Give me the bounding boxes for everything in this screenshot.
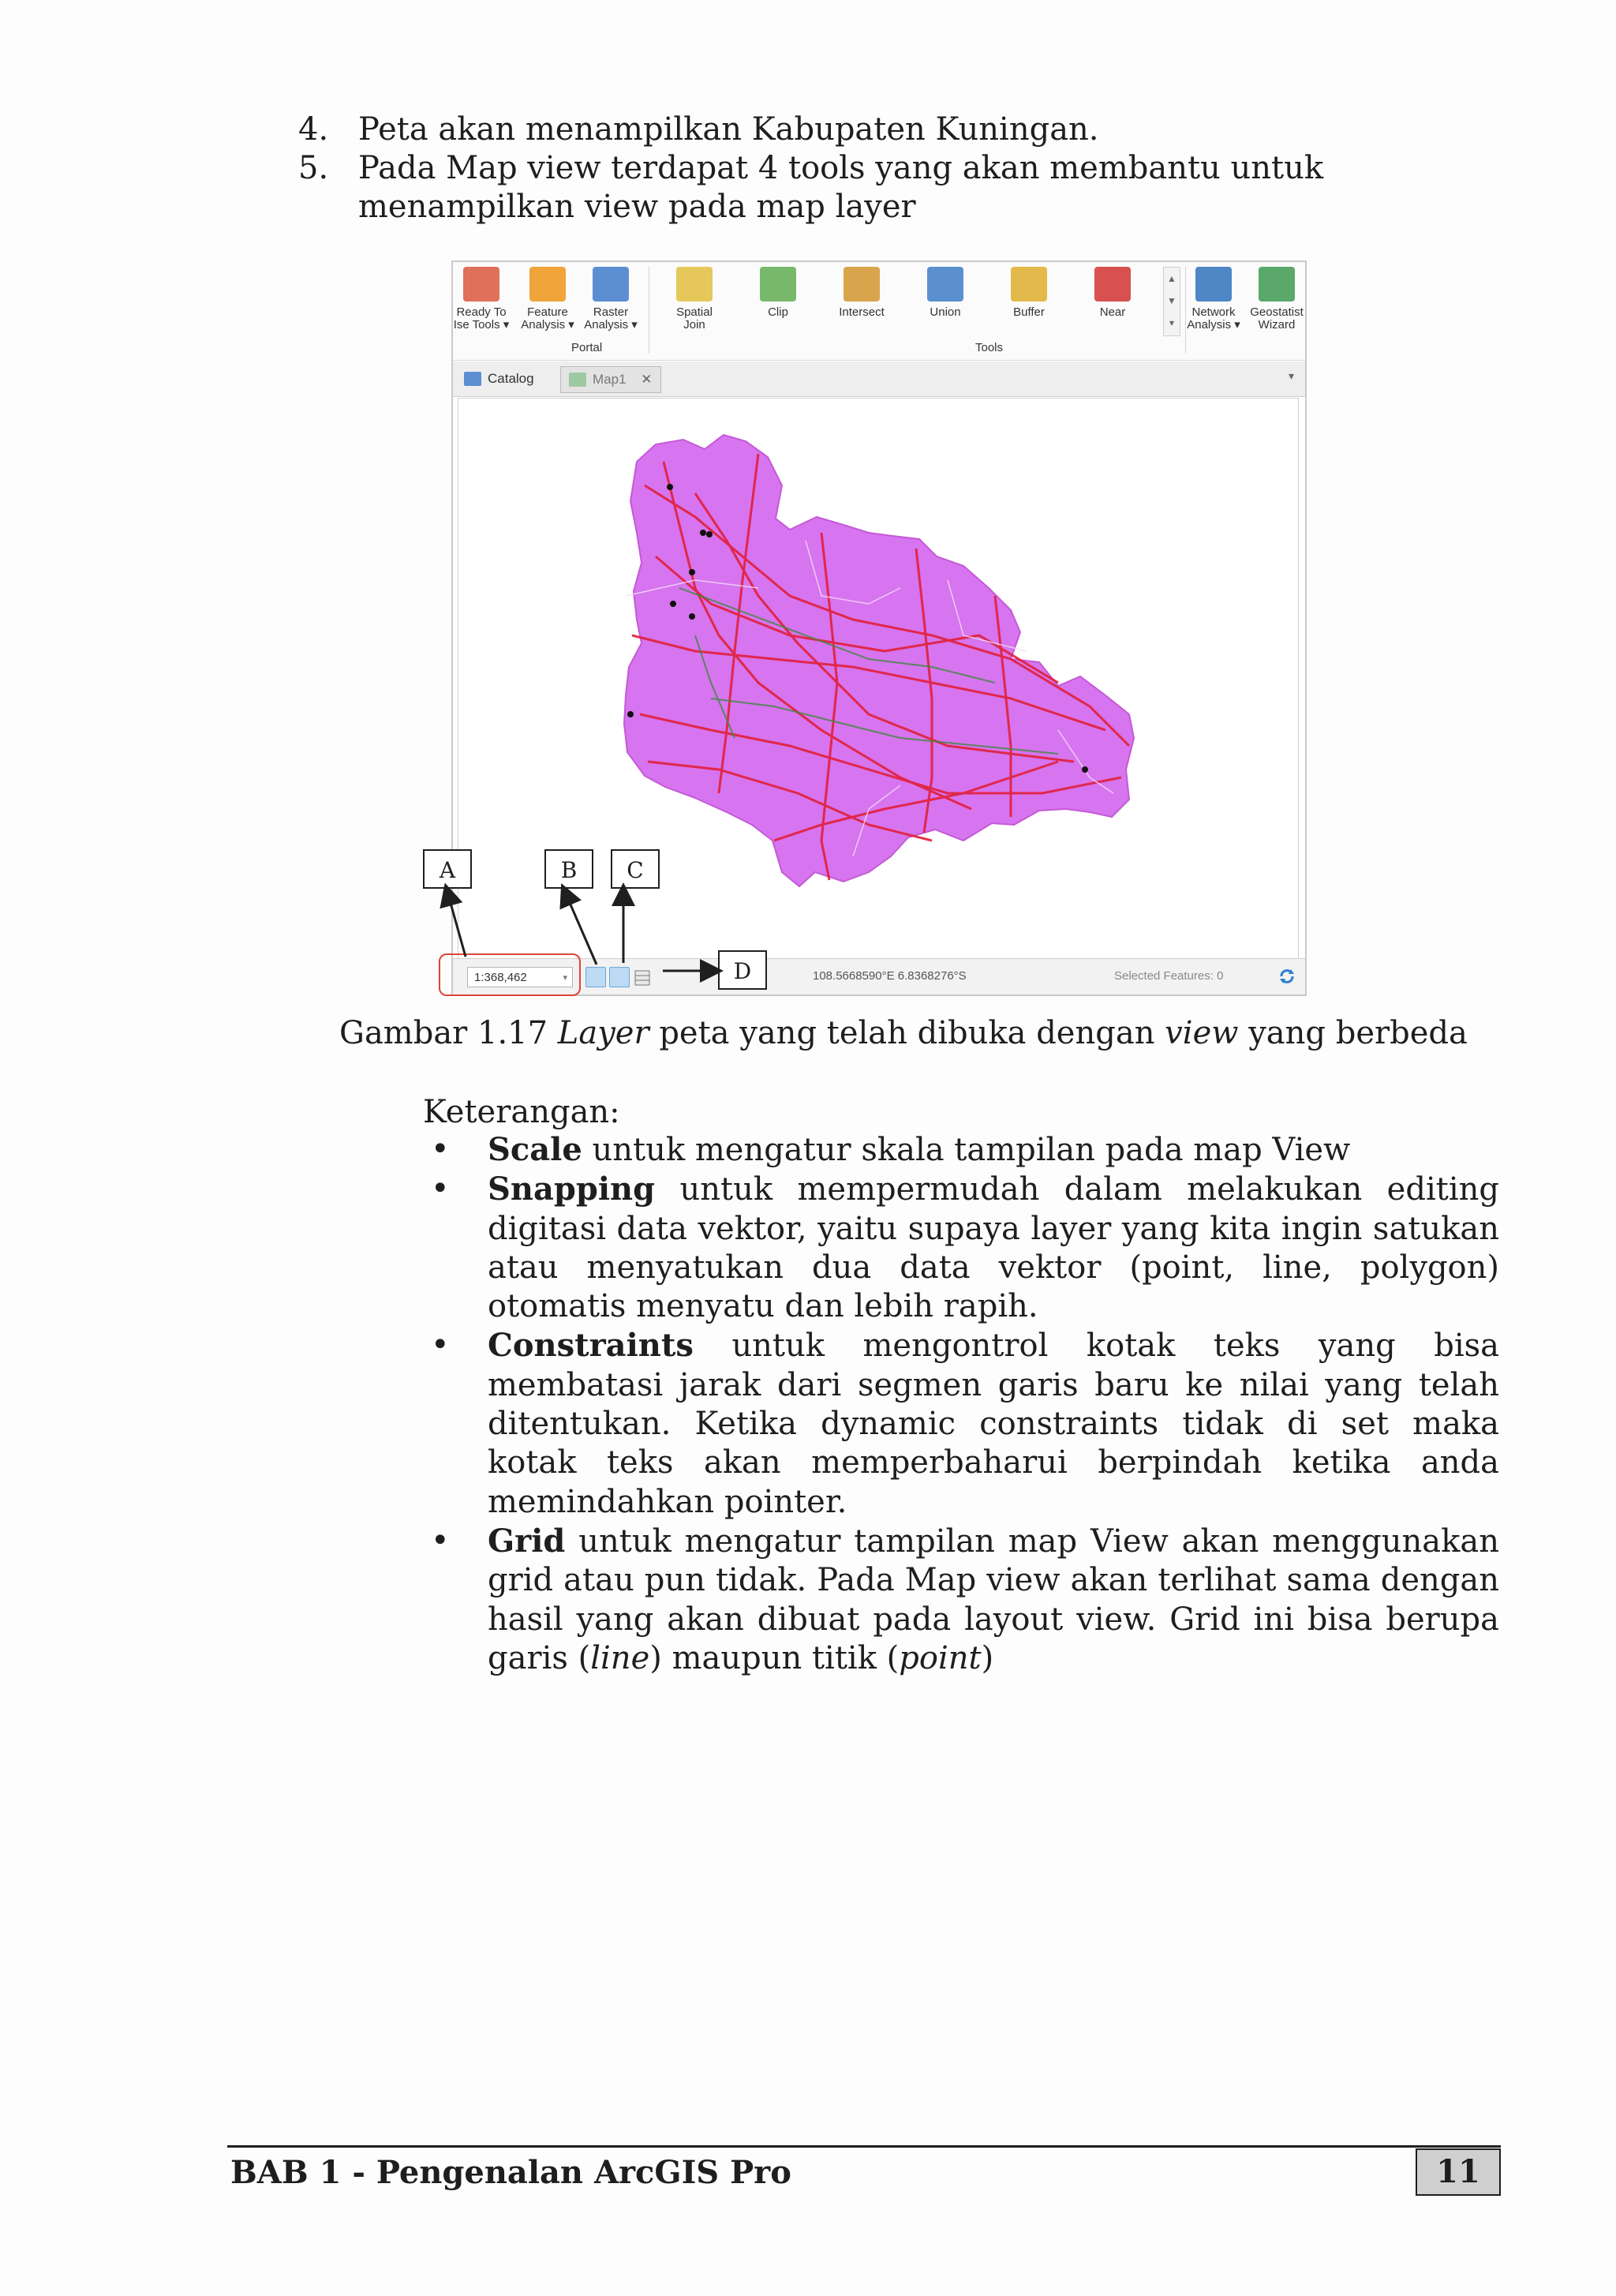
geostatistical-wizard-icon (1259, 267, 1295, 302)
scale-value: 1:368,462 (474, 971, 527, 984)
bullet-term: Snapping (488, 1170, 656, 1208)
caption-prefix: Gambar 1.17 (339, 1015, 558, 1051)
spatial-join-button[interactable] (663, 267, 726, 331)
bullet-dot: • (431, 1522, 450, 1559)
chevron-down-icon: ▾ (563, 973, 567, 983)
tool-label: Intersect (839, 305, 885, 319)
tool-label: Union (930, 305, 961, 319)
tool-label: Clip (768, 305, 788, 319)
caption-mid: peta yang telah dibuka dengan (649, 1015, 1165, 1051)
numbered-list (298, 110, 1499, 227)
selected-features[interactable]: Selected Features: 0 (1114, 969, 1224, 983)
tool-label: Raster Analysis ▾ (584, 305, 638, 331)
bullet-text: untuk mengontrol kotak teks yang bisa membatasi jarak dari segmen garis baru ke nilai yang telah ditentukan. Ketika dynamic constraints tidak di set maka kotak teks akan memperbaharui berpindah ketika anda memindahkan pointer. (488, 1328, 1499, 1520)
ribbon-gallery-scroll[interactable]: ▲ ▼ ▾ (1163, 267, 1180, 336)
bullet-text: untuk mengatur tampilan map View akan menggunakan grid atau pun tidak. Pada Map view akan terlihat sama dengan hasil yang akan dibuat pada layout view. Grid ini bisa berupa garis ( (488, 1523, 1499, 1676)
bullet-term: Grid (488, 1522, 566, 1560)
intersect-button[interactable] (830, 267, 893, 319)
chevron-down-icon[interactable]: ▾ (1288, 369, 1294, 382)
scale-highlight (439, 953, 581, 996)
bullet-item (423, 1326, 1499, 1521)
network-analysis-icon (1195, 267, 1232, 302)
buffer-icon (1011, 267, 1047, 302)
caption-suffix: yang berbeda (1238, 1015, 1468, 1051)
union-icon (927, 267, 963, 302)
callout-c: C (611, 849, 660, 889)
feature-analysis-icon (529, 267, 566, 302)
catalog-icon (464, 372, 481, 386)
bullet-item (423, 1130, 1499, 1170)
group-label-portal: Portal (571, 341, 603, 354)
bullet-dot: • (431, 1170, 450, 1208)
list-item (298, 110, 1499, 149)
union-button[interactable] (914, 267, 977, 319)
bullet-text: ) maupun titik ( (649, 1639, 900, 1676)
bullet-dot: • (431, 1131, 450, 1167)
list-number: 5. (298, 150, 329, 186)
bullet-term: Scale (488, 1131, 582, 1168)
feature-analysis-button[interactable] (516, 267, 579, 331)
constraints-button[interactable] (609, 967, 630, 987)
bullet-dot: • (431, 1327, 450, 1364)
buffer-button[interactable] (997, 267, 1060, 319)
tool-label: Network Analysis ▾ (1187, 305, 1240, 331)
grid-icon[interactable] (634, 970, 650, 986)
footer-chapter: BAB 1 - Pengenalan ArcGIS Pro (230, 2154, 791, 2191)
figure-caption (339, 1013, 1468, 1053)
bullet-em-line: line (590, 1639, 650, 1676)
near-button[interactable] (1081, 267, 1144, 319)
bullet-list (423, 1130, 1499, 1678)
list-text: Peta akan menampilkan Kabupaten Kuningan. (358, 111, 1099, 148)
bullet-text: ) (981, 1639, 994, 1676)
tab-label: Catalog (488, 371, 534, 386)
tool-label: Geostatist Wizard (1250, 305, 1304, 331)
raster-analysis-button[interactable] (579, 267, 642, 331)
caption-em-view: view (1165, 1015, 1239, 1051)
page-number: 11 (1416, 2148, 1501, 2196)
callout-b: B (544, 849, 593, 889)
footer-rule (227, 2145, 1501, 2148)
bullet-term: Constraints (488, 1327, 694, 1365)
tool-label: Ready To Ise Tools ▾ (453, 305, 510, 331)
cloud-toolbox-icon (463, 267, 499, 302)
ribbon (453, 262, 1305, 361)
geostatistical-wizard-button[interactable] (1245, 267, 1307, 331)
intersect-icon (844, 267, 880, 302)
raster-analysis-icon (593, 267, 629, 302)
callout-a: A (423, 849, 472, 889)
callout-d: D (718, 950, 767, 990)
bullet-text: untuk mempermudah dalam melakukan editing digitasi data vektor, yaitu supaya layer yang kita ingin satukan atau menyatukan dua data vektor (point, line, polygon) otomatis menyatu dan lebih rapih. (488, 1171, 1499, 1325)
tab-map1[interactable] (560, 366, 661, 393)
caption-em-layer: Layer (557, 1015, 649, 1051)
tool-label: Spatial Join (676, 305, 713, 331)
bullet-item (423, 1170, 1499, 1326)
bullet-item (423, 1522, 1499, 1678)
network-analysis-button[interactable] (1182, 267, 1245, 331)
status-bar (453, 958, 1305, 995)
clip-button[interactable] (746, 267, 810, 319)
list-number: 4. (298, 111, 329, 148)
ready-to-use-tools-button[interactable] (451, 267, 513, 331)
tool-label: Feature Analysis ▾ (521, 305, 574, 331)
coordinates-readout: 108.5668590°E 6.8368276°S (813, 969, 967, 983)
tool-label: Near (1099, 305, 1126, 319)
list-item (298, 149, 1499, 227)
refresh-icon[interactable] (1275, 964, 1299, 988)
bullet-text: untuk mengatur skala tampilan pada map View (582, 1132, 1351, 1168)
bullet-em-point: point (899, 1639, 982, 1676)
map-view[interactable] (458, 398, 1299, 976)
map-icon (569, 373, 586, 387)
tab-label: Map1 (593, 372, 627, 387)
clip-icon (760, 267, 796, 302)
near-icon (1094, 267, 1131, 302)
tab-catalog[interactable] (456, 366, 542, 391)
close-icon[interactable]: ✕ (641, 372, 653, 387)
group-label-tools: Tools (975, 341, 1004, 354)
view-tabs (453, 361, 1305, 397)
tool-label: Buffer (1013, 305, 1045, 319)
snapping-button[interactable] (585, 967, 606, 987)
list-text: Pada Map view terdapat 4 tools yang akan membantu untuk menampilkan view pada map layer (358, 150, 1324, 225)
spatial-join-icon (676, 267, 713, 302)
keterangan-heading: Keterangan: (423, 1094, 620, 1130)
